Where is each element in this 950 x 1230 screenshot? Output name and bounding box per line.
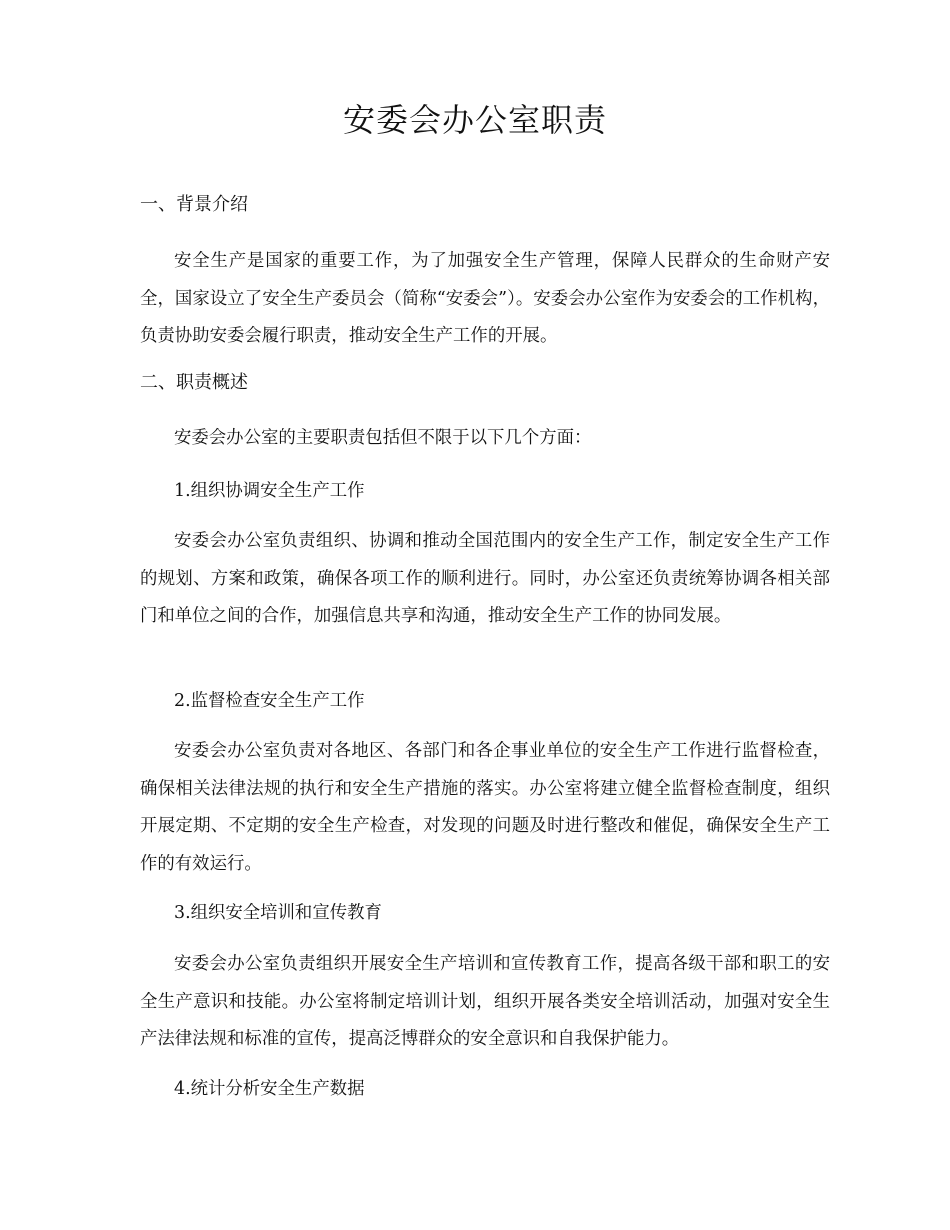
item-heading-4: 4.统计分析安全生产数据 [174, 1079, 365, 1099]
paragraph-background: 安全生产是国家的重要工作，为了加强安全生产管理，保障人民群众的生命财产安全，国家设立了安全生产委员会（简称“安委会”）。安委会办公室作为安委会的工作机构，负责协助安委会履行职责，推动安全生产工作的开展。 [140, 251, 830, 346]
item-heading-3: 3.组织安全培训和宣传教育 [174, 903, 382, 923]
paragraph-duties-intro: 安委会办公室的主要职责包括但不限于以下几个方面： [174, 428, 592, 448]
item-paragraph-1: 安委会办公室负责组织、协调和推动全国范围内的安全生产工作，制定安全生产工作的规划、方案和政策，确保各项工作的顺利进行。同时，办公室还负责统筹协调各相关部门和单位之间的合作，加强信息共享和沟通，推动安全生产工作的协同发展。 [140, 531, 830, 626]
document-title: 安委会办公室职责 [342, 101, 607, 139]
item-heading-1: 1.组织协调安全生产工作 [174, 481, 365, 501]
item-paragraph-3: 安委会办公室负责组织开展安全生产培训和宣传教育工作，提高各级干部和职工的安全生产意识和技能。办公室将制定培训计划，组织开展各类安全培训活动，加强对安全生产法律法规和标准的宣传，提高泛博群众的安全意识和自我保护能力。 [140, 954, 830, 1049]
item-heading-2: 2.监督检查安全生产工作 [174, 691, 365, 711]
section-heading-background: 一、背景介绍 [140, 194, 248, 215]
item-paragraph-2: 安委会办公室负责对各地区、各部门和各企事业单位的安全生产工作进行监督检查，确保相关法律法规的执行和安全生产措施的落实。办公室将建立健全监督检查制度，组织开展定期、不定期的安全生产检查，对发现的问题及时进行整改和催促，确保安全生产工作的有效运行。 [140, 741, 830, 874]
section-heading-duties: 二、职责概述 [140, 372, 248, 393]
